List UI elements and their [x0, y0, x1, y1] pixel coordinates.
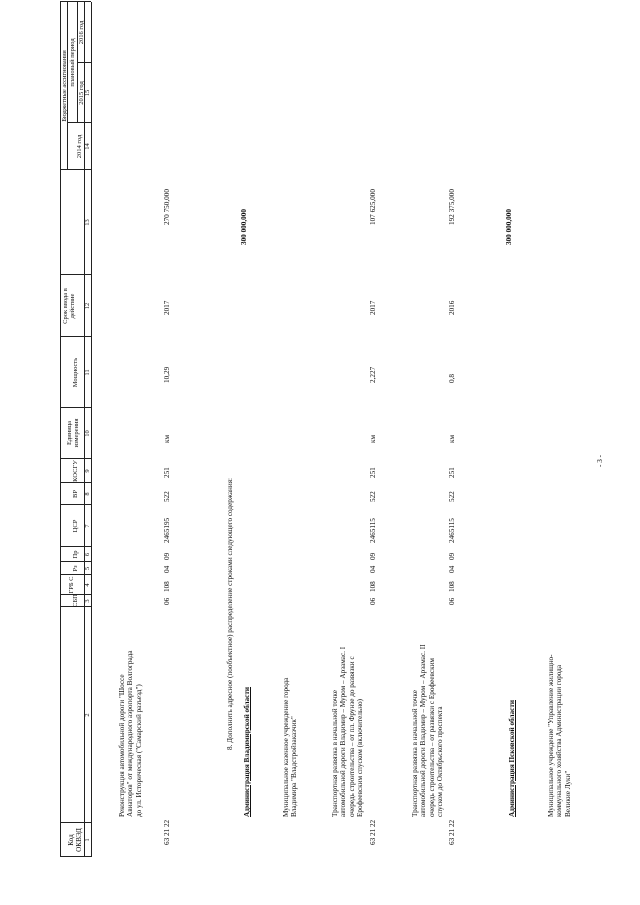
- header-unit: Единица измерения: [66, 418, 81, 448]
- row2-csr: 2465115: [369, 518, 377, 543]
- row3-pr: 09: [448, 552, 456, 560]
- header-okved: Код ОКВЭД: [67, 828, 84, 852]
- colnum-14: 14: [84, 143, 91, 150]
- header-2014: 2014 год: [76, 134, 83, 159]
- row3-sbp: 06: [448, 597, 456, 605]
- row1-vr: 522: [163, 491, 171, 502]
- header-rz: Рз: [72, 565, 79, 572]
- row3-capacity: 0,8: [448, 374, 456, 383]
- colnum-10: 10: [84, 430, 91, 437]
- row1-capacity: 10,29: [163, 366, 171, 383]
- row3-2014: 192 375,000: [448, 189, 456, 225]
- row2-grbs: 108: [369, 581, 377, 592]
- vladimir-org: Муниципальное казенное учреждение города Владимира "Владстройзаказчик": [282, 677, 299, 817]
- row2-2014: 107 625,000: [369, 189, 377, 225]
- pskov-org: Муниципальное учреждение "Управление жилищно-коммунального хозяйства Администрации города Великие Луки": [547, 654, 572, 817]
- row1-2014: 270 750,000: [163, 189, 171, 225]
- row2-vr: 522: [369, 491, 377, 502]
- row2-kosgu: 251: [369, 467, 377, 478]
- page-number: - 3 -: [596, 455, 604, 467]
- row2-srok: 2017: [369, 300, 377, 315]
- header-csr: ЦСР: [72, 519, 79, 533]
- row2-rz: 04: [369, 565, 377, 573]
- header-vr: ВР: [72, 490, 79, 498]
- row3-unit: км: [448, 434, 456, 443]
- row3-csr: 2465115: [448, 518, 456, 543]
- header-srok: Срок ввода в действие: [62, 288, 77, 324]
- row1-rz: 04: [163, 565, 171, 573]
- colnum-15: 15: [84, 89, 91, 97]
- header-sbp: СБП: [72, 594, 79, 607]
- colnum-11: 11: [84, 369, 91, 376]
- colnum-3: 3: [84, 599, 91, 603]
- row2-unit: км: [369, 434, 377, 443]
- pskov-total: 300 000,000: [505, 209, 513, 245]
- colnum-5: 5: [84, 566, 91, 571]
- colnum-12: 12: [84, 302, 91, 310]
- row3-rz: 04: [448, 565, 456, 573]
- colnum-6: 6: [84, 552, 91, 557]
- row1-grbs: 108: [163, 581, 171, 592]
- header-grbs: ГРБ С: [68, 576, 75, 594]
- section-8-text: 8. Дополнить адресное (пообъектное) распределение строками следующего содержания:: [226, 477, 234, 750]
- colnum-9: 9: [84, 469, 91, 473]
- row3-grbs: 108: [448, 581, 456, 592]
- row3-name: Транспортная развязка в начальной точке автомобильной дороги Владимир – Муром – Арзамас. II очередь строительства – от развязки с Ерофеевским спуском до Октябрьского проспекта: [411, 644, 444, 817]
- row2-pr: 09: [369, 552, 377, 560]
- row1-okved: 63 21 22: [163, 819, 171, 845]
- header-2015: 2015 год: [78, 81, 85, 105]
- row1-csr: 2465195: [163, 517, 171, 543]
- colnum-4: 4: [84, 583, 91, 587]
- vladimir-total: 300 000,000: [240, 209, 248, 245]
- header-kosgu: КОСГУ: [72, 460, 79, 482]
- row3-srok: 2016: [448, 300, 456, 315]
- colnum-1: 1: [84, 838, 91, 842]
- header-pr: Пр: [72, 550, 79, 559]
- row2-capacity: 2,227: [369, 366, 377, 383]
- header-budget: Бюджетные ассигнования: [61, 50, 68, 122]
- colnum-8: 8: [84, 492, 91, 496]
- row1-kosgu: 251: [163, 467, 171, 478]
- row2-okved: 63 21 22: [369, 819, 377, 845]
- row3-kosgu: 251: [448, 467, 456, 478]
- colnum-7: 7: [84, 524, 91, 528]
- row2-name: Транспортная развязка в начальной точке автомобильной дороги Владимир – Муром – Арзамас. I очередь строительства – от пл. Фрунзе до развязки с Ерофеевским спуском (включительно): [331, 646, 364, 817]
- row1-name: Реконструкция автомобильной дороги "Шоссе Авиаторов" от международного аэропорта Волгограда до ул. Историческая ("Самарский разъезд"): [118, 650, 143, 817]
- row1-srok: 2017: [163, 300, 171, 315]
- header-plan: плановый период: [69, 38, 76, 87]
- vladimir-admin: Администрация Владимирской области: [243, 686, 251, 817]
- row3-vr: 522: [448, 491, 456, 502]
- colnum-2: 2: [84, 713, 91, 717]
- header-2016: 2016 год: [78, 20, 85, 45]
- pskov-admin: Администрация Псковской области: [508, 700, 516, 817]
- row1-pr: 09: [163, 552, 171, 560]
- row1-unit: км: [163, 434, 171, 443]
- colnum-13: 13: [84, 219, 91, 226]
- row1-sbp: 06: [163, 597, 171, 605]
- row3-okved: 63 21 22: [448, 819, 456, 845]
- header-capacity: Мощность: [72, 357, 79, 388]
- row2-sbp: 06: [369, 597, 377, 605]
